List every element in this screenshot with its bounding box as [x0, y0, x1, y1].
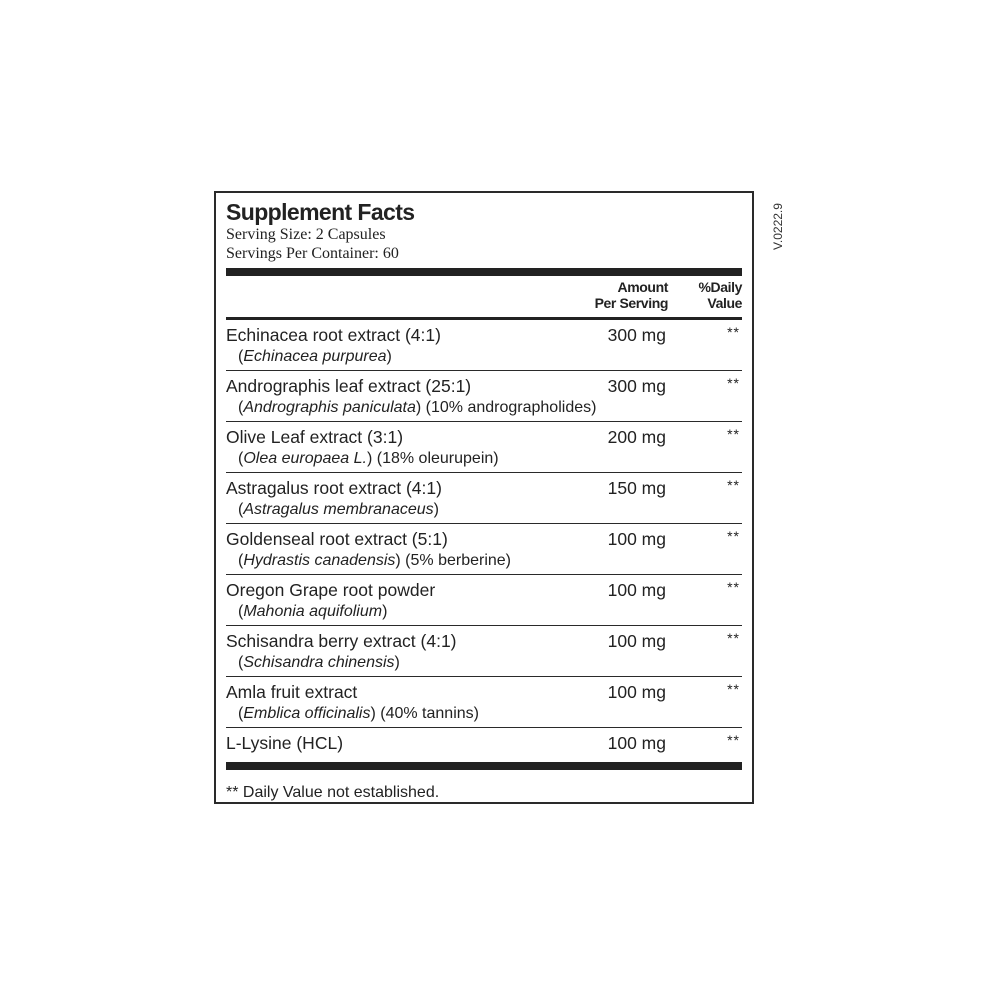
- thick-divider: [226, 268, 742, 276]
- ingredient-amount: 150 mg: [607, 478, 666, 498]
- ingredient-row: [226, 626, 742, 677]
- ingredient-name: L-Lysine (HCL): [226, 733, 344, 753]
- ingredient-amount: 100 mg: [607, 631, 666, 651]
- ingredient-standardization: (40% tannins): [375, 705, 479, 722]
- supplement-facts-panel: [214, 191, 754, 804]
- ingredient-row: [226, 728, 742, 762]
- ingredient-source: (Emblica officinalis) (40% tannins): [238, 705, 479, 722]
- ingredient-name: Echinacea root extract (4:1): [226, 325, 441, 345]
- ingredient-amount: 100 mg: [607, 529, 666, 549]
- serving-size: Serving Size: 2 Capsules: [226, 226, 386, 243]
- ingredient-row: [226, 422, 742, 473]
- ingredient-row: [226, 524, 742, 575]
- ingredient-row: [226, 575, 742, 626]
- amount-header: Amount Per Serving: [594, 279, 668, 311]
- version-code: V.0222.9: [771, 203, 785, 250]
- ingredient-standardization: (18% oleurupein): [372, 450, 499, 467]
- ingredient-standardization: (5% berberine): [400, 552, 512, 569]
- ingredient-name: Andrographis leaf extract (25:1): [226, 376, 472, 396]
- ingredient-name: Amla fruit extract: [226, 682, 358, 702]
- ingredient-daily-value: **: [727, 630, 740, 646]
- ingredient-source: (Echinacea purpurea): [238, 348, 392, 365]
- servings-per-container: Servings Per Container: 60: [226, 245, 399, 262]
- ingredient-list: [226, 320, 742, 762]
- ingredient-source: (Olea europaea L.) (18% oleurupein): [238, 450, 499, 467]
- ingredient-amount: 100 mg: [607, 682, 666, 702]
- ingredient-row: [226, 473, 742, 524]
- ingredient-name: Oregon Grape root powder: [226, 580, 436, 600]
- footnote: ** Daily Value not established.: [226, 784, 440, 801]
- column-header-row: [226, 276, 742, 317]
- bottom-thick-divider: [226, 762, 742, 770]
- latin-name: Andrographis paniculata: [243, 399, 416, 416]
- ingredient-daily-value: **: [727, 528, 740, 544]
- ingredient-daily-value: **: [727, 579, 740, 595]
- ingredient-source: (Astragalus membranaceus): [238, 501, 439, 518]
- ingredient-name: Astragalus root extract (4:1): [226, 478, 442, 498]
- ingredient-daily-value: **: [727, 681, 740, 697]
- ingredient-source: (Mahonia aquifolium): [238, 603, 388, 620]
- latin-name: Olea europaea L.: [243, 450, 367, 467]
- ingredient-daily-value: **: [727, 426, 740, 442]
- ingredient-amount: 300 mg: [607, 376, 666, 396]
- ingredient-amount: 100 mg: [607, 733, 666, 753]
- latin-name: Astragalus membranaceus: [243, 501, 434, 518]
- panel-title: Supplement Facts: [226, 199, 415, 225]
- ingredient-amount: 100 mg: [607, 580, 666, 600]
- latin-name: Hydrastis canadensis: [243, 552, 396, 569]
- ingredient-name: Olive Leaf extract (3:1): [226, 427, 404, 447]
- ingredient-row: [226, 677, 742, 728]
- ingredient-source: (Andrographis paniculata) (10% andrographolides): [238, 399, 597, 416]
- ingredient-name: Goldenseal root extract (5:1): [226, 529, 448, 549]
- latin-name: Echinacea purpurea: [243, 348, 387, 365]
- ingredient-daily-value: **: [727, 477, 740, 493]
- latin-name: Emblica officinalis: [243, 705, 371, 722]
- latin-name: Schisandra chinensis: [243, 654, 395, 671]
- ingredient-daily-value: **: [727, 375, 740, 391]
- ingredient-row: [226, 371, 742, 422]
- ingredient-daily-value: **: [727, 324, 740, 340]
- ingredient-standardization: (10% andrographolides): [421, 399, 597, 416]
- ingredient-source: (Schisandra chinensis): [238, 654, 400, 671]
- daily-value-header: %Daily Value: [698, 279, 742, 311]
- ingredient-amount: 200 mg: [607, 427, 666, 447]
- latin-name: Mahonia aquifolium: [243, 603, 383, 620]
- ingredient-source: (Hydrastis canadensis) (5% berberine): [238, 552, 512, 569]
- ingredient-amount: 300 mg: [607, 325, 666, 345]
- ingredient-daily-value: **: [727, 732, 740, 748]
- ingredient-name: Schisandra berry extract (4:1): [226, 631, 457, 651]
- ingredient-row: [226, 320, 742, 371]
